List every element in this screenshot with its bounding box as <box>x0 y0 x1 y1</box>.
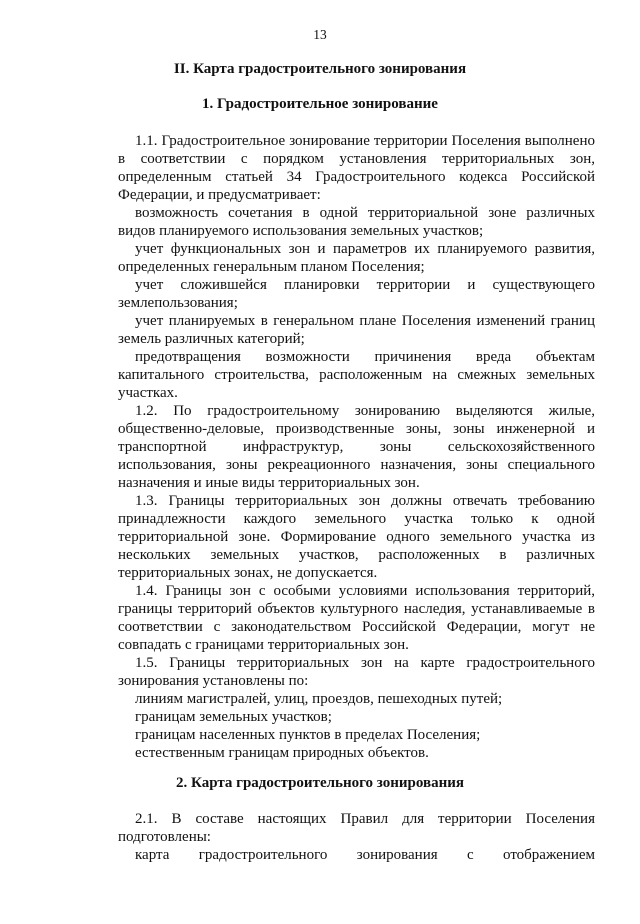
list-item: карта градостроительного зонирования с отображением <box>135 847 595 863</box>
paragraph: 2.1. В составе настоящих Правил для территории Поселения подготовлены: <box>118 811 595 845</box>
list-item: границам земельных участков; <box>135 709 332 725</box>
paragraph: 1.5. Границы территориальных зон на карте градостроительного зонирования установлены по: <box>118 655 595 689</box>
list-item: линиям магистралей, улиц, проездов, пешеходных путей; <box>135 691 503 707</box>
paragraph: 1.2. По градостроительному зонированию выделяются жилые, общественно-деловые, производственные зоны, зоны инженерной и транспортной инфраструктур, зоны сельскохозяйственного использования, зоны рекреационного назначения, зоны специального назначения и иные виды территориальных зон. <box>118 403 595 491</box>
list-item: учет планируемых в генеральном плане Поселения изменений границ земель различных категорий; <box>118 313 595 347</box>
list-item: учет функциональных зон и параметров их планируемого развития, определенных генеральным планом Поселения; <box>118 241 595 275</box>
page-number: 13 <box>313 27 327 42</box>
section-title: 2. Карта градостроительного зонирования <box>176 775 464 791</box>
list-item: возможность сочетания в одной территориальной зоне различных видов планируемого использования земельных участков; <box>118 205 595 239</box>
list-item: границам населенных пунктов в пределах Поселения; <box>135 727 481 743</box>
section-body <box>118 132 595 762</box>
paragraph: 1.1. Градостроительное зонирование территории Поселения выполнено в соответствии с порядком установления территориальных зон, определенным статьей 34 Градостроительного кодекса Российской Федерации, и предусматривает: <box>118 133 595 203</box>
list-item: учет сложившейся планировки территории и существующего землепользования; <box>118 277 595 311</box>
paragraph: 1.4. Границы зон с особыми условиями использования территорий, границы территорий объектов культурного наследия, устанавливаемые в соответствии с законодательством Российской Федерации, могут не совпадать с границами территориальных зон. <box>118 583 595 653</box>
section-body <box>118 810 595 864</box>
section-title: 1. Градостроительное зонирование <box>202 96 438 112</box>
list-item: предотвращения возможности причинения вреда объектам капитального строительства, расположенным на смежных земельных участках. <box>118 349 595 401</box>
list-item: естественным границам природных объектов. <box>135 745 429 761</box>
paragraph: 1.3. Границы территориальных зон должны отвечать требованию принадлежности каждого земельного участка только к одной территориальной зоне. Формирование одного земельного участка из нескольких земельных участков, расположенных в различных территориальных зонах, не допускается. <box>118 493 595 581</box>
chapter-title: II. Карта градостроительного зонирования <box>173 61 467 77</box>
